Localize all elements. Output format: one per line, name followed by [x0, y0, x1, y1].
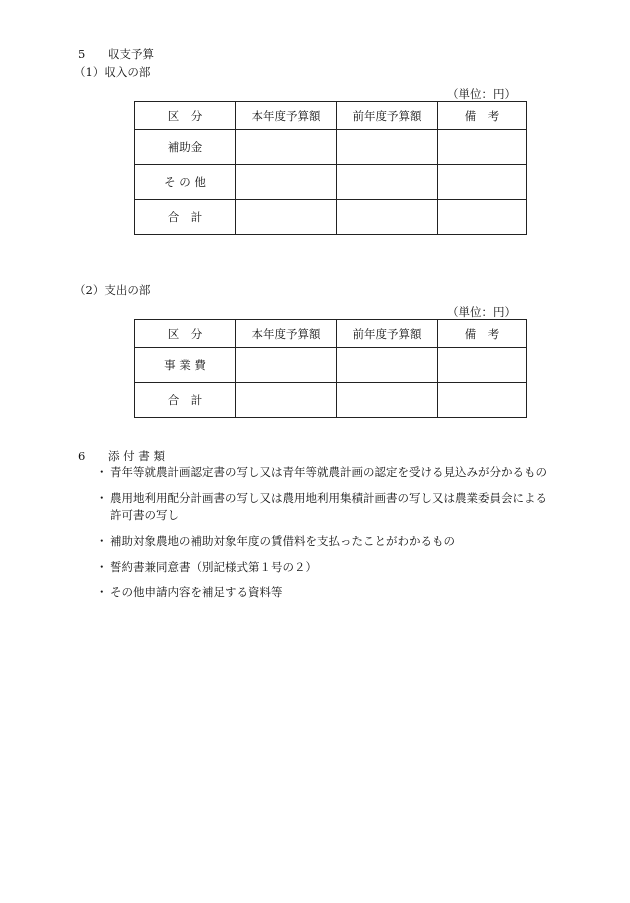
header-remarks: 備 考	[438, 102, 527, 130]
row-label: そ の 他	[135, 165, 236, 200]
table-row	[135, 383, 527, 418]
remarks-cell	[438, 348, 527, 383]
list-item-text: 補助対象農地の補助対象年度の賃借料を支払ったことがわかるもの	[110, 534, 455, 548]
section5-title: 収支予算	[108, 47, 154, 61]
remarks-cell	[438, 200, 527, 235]
bullet-marker: ・	[96, 491, 108, 505]
remarks-cell	[438, 130, 527, 165]
header-previous-budget: 前年度予算額	[337, 102, 438, 130]
previous-budget-cell	[337, 383, 438, 418]
section5-number: 5	[78, 47, 86, 61]
header-current-budget: 本年度予算額	[236, 320, 337, 348]
income-unit: （単位：円）	[447, 87, 516, 101]
table-row	[135, 165, 527, 200]
previous-budget-cell	[337, 130, 438, 165]
table-row	[135, 348, 527, 383]
current-budget-cell	[236, 383, 337, 418]
bullet-marker: ・	[96, 585, 108, 599]
header-remarks: 備 考	[438, 320, 527, 348]
row-label: 事 業 費	[135, 348, 236, 383]
current-budget-cell	[236, 165, 337, 200]
section6-number: 6	[78, 449, 86, 463]
list-item	[96, 584, 283, 600]
row-label: 合 計	[135, 200, 236, 235]
current-budget-cell	[236, 130, 337, 165]
list-item-text: その他申請内容を補足する資料等	[110, 585, 283, 599]
list-item	[96, 559, 317, 575]
expense-unit: （単位：円）	[447, 305, 516, 319]
header-category: 区 分	[135, 102, 236, 130]
previous-budget-cell	[337, 165, 438, 200]
row-label: 合 計	[135, 383, 236, 418]
section5-heading	[78, 46, 154, 62]
list-item-text: 農用地利用配分計画書の写し又は農用地利用集積計画書の写し又は農業委員会による	[110, 491, 547, 505]
list-item	[96, 490, 547, 506]
header-category: 区 分	[135, 320, 236, 348]
list-item-text: 誓約書兼同意書（別記様式第１号の２）	[110, 560, 317, 574]
section6-heading	[78, 448, 165, 464]
remarks-cell	[438, 383, 527, 418]
previous-budget-cell	[337, 348, 438, 383]
list-item-text: 青年等就農計画認定書の写し又は青年等就農計画の認定を受ける見込みが分かるもの	[110, 465, 547, 479]
list-item	[96, 533, 455, 549]
expense-heading: （2）支出の部	[74, 283, 151, 297]
expense-header-row	[135, 320, 527, 348]
current-budget-cell	[236, 200, 337, 235]
bullet-marker: ・	[96, 560, 108, 574]
bullet-marker: ・	[96, 534, 108, 548]
expense-table	[134, 319, 527, 418]
section6-title: 添 付 書 類	[108, 449, 165, 463]
table-row	[135, 130, 527, 165]
list-item-continuation: 許可書の写し	[110, 508, 179, 522]
list-item	[96, 464, 547, 480]
bullet-marker: ・	[96, 465, 108, 479]
income-heading: （1）収入の部	[74, 65, 151, 79]
current-budget-cell	[236, 348, 337, 383]
remarks-cell	[438, 165, 527, 200]
income-header-row	[135, 102, 527, 130]
header-previous-budget: 前年度予算額	[337, 320, 438, 348]
header-current-budget: 本年度予算額	[236, 102, 337, 130]
previous-budget-cell	[337, 200, 438, 235]
table-row	[135, 200, 527, 235]
row-label: 補助金	[135, 130, 236, 165]
income-table	[134, 101, 527, 235]
